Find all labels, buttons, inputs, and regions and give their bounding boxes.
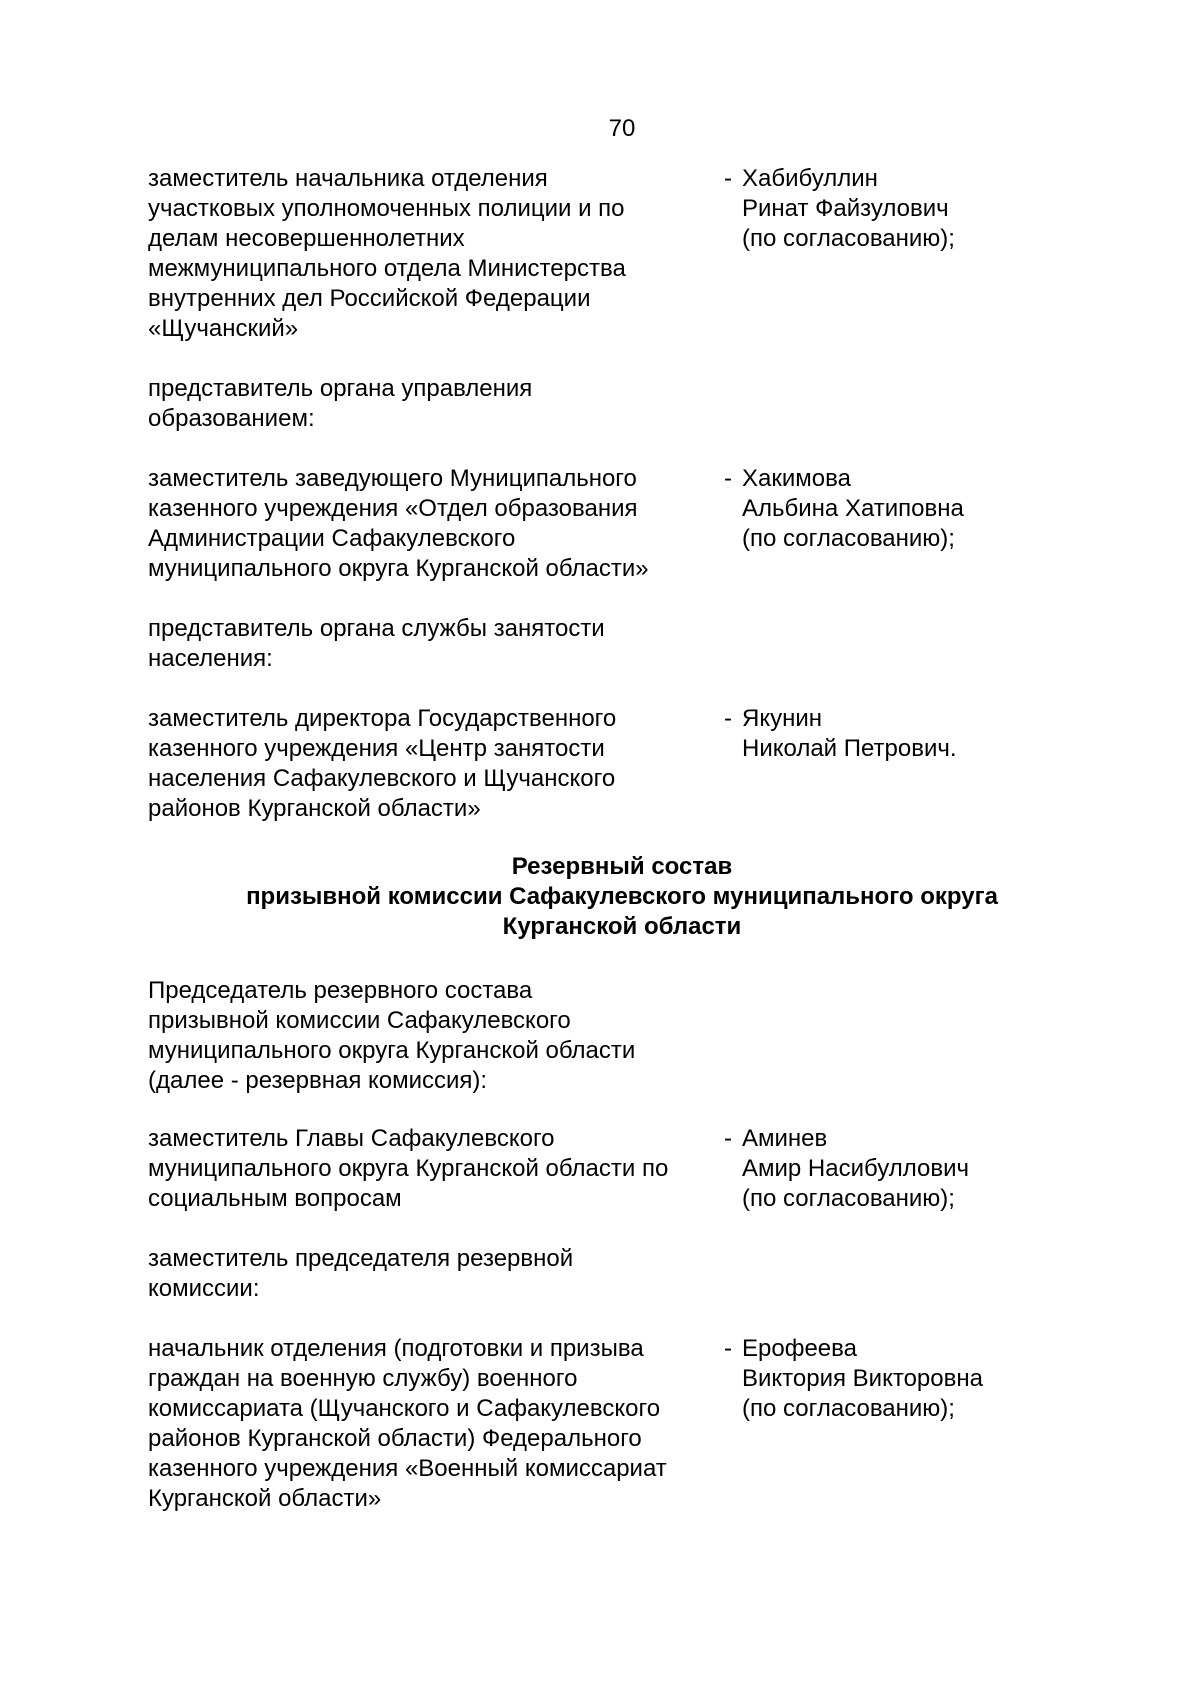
entry-row	[148, 464, 1028, 584]
entry-row	[148, 614, 1028, 674]
entry-person-block	[724, 1124, 1028, 1214]
entry-person-block	[724, 374, 1028, 434]
entry-person: Якунин Николай Петрович.	[742, 705, 957, 762]
entry-position: начальник отделения (подготовки и призыва граждан на военную службу) военного комиссариата (Щучанского и Сафакулевского районов Курганской области) Федерального казенного учреждения «Военный комиссариат Курганской области»	[148, 1335, 667, 1512]
entry-person-block	[724, 464, 1028, 584]
entry-dash: -	[724, 1125, 732, 1152]
entry-dash: -	[724, 1335, 732, 1362]
entry-dash	[724, 614, 742, 674]
entry-person-block	[724, 614, 1028, 674]
reserve-entry-row	[148, 1124, 1028, 1214]
entry-person-block	[724, 1334, 1028, 1514]
reserve-entry-row	[148, 1244, 1028, 1304]
entry-person-block	[724, 976, 1028, 1096]
entry-row	[148, 374, 1028, 434]
entry-position: Председатель резервного состава призывной комиссии Сафакулевского муниципального округа Курганской области (далее - резервная комиссия):	[148, 977, 636, 1094]
entry-position: заместитель председателя резервной комиссии:	[148, 1245, 574, 1302]
entry-dash: -	[724, 465, 732, 492]
entry-dash	[724, 1244, 742, 1304]
entry-dash	[724, 976, 742, 1096]
entry-person: Хабибуллин Ринат Файзулович (по согласованию);	[742, 165, 955, 252]
entry-person: Аминев Амир Насибуллович (по согласованию);	[742, 1125, 969, 1212]
reserve-heading: Резервный состав призывной комиссии Сафакулевского муниципального округа Курганской области	[246, 853, 998, 940]
reserve-entry-row	[148, 976, 1028, 1096]
entry-row	[148, 704, 1028, 824]
page-number: 70	[608, 115, 636, 142]
entry-dash: -	[724, 165, 732, 192]
entry-position: заместитель начальника отделения участковых уполномоченных полиции и по делам несовершеннолетних межмуниципального отдела Министерства внутренних дел Российской Федерации «Щучанский»	[148, 165, 626, 342]
entry-position: заместитель заведующего Муниципального казенного учреждения «Отдел образования Администрации Сафакулевского муниципального округа Курганской области»	[148, 465, 649, 582]
reserve-entry-row	[148, 1334, 1028, 1514]
entry-person-block	[724, 704, 1028, 824]
entry-position: представитель органа управления образованием:	[148, 375, 533, 432]
entry-person: Ерофеева Виктория Викторовна (по согласованию);	[742, 1335, 983, 1422]
entry-person: Хакимова Альбина Хатиповна (по согласованию);	[742, 465, 964, 552]
entry-dash: -	[724, 705, 732, 732]
entry-position: заместитель директора Государственного казенного учреждения «Центр занятости населения Сафакулевского и Щучанского районов Курганской области»	[148, 705, 617, 822]
entry-person-block	[724, 164, 1028, 344]
entry-position: представитель органа службы занятости населения:	[148, 615, 605, 672]
entry-dash	[724, 374, 742, 434]
entry-row	[148, 164, 1028, 344]
entry-person-block	[724, 1244, 1028, 1304]
entry-position: заместитель Главы Сафакулевского муниципального округа Курганской области по социальным вопросам	[148, 1125, 669, 1212]
